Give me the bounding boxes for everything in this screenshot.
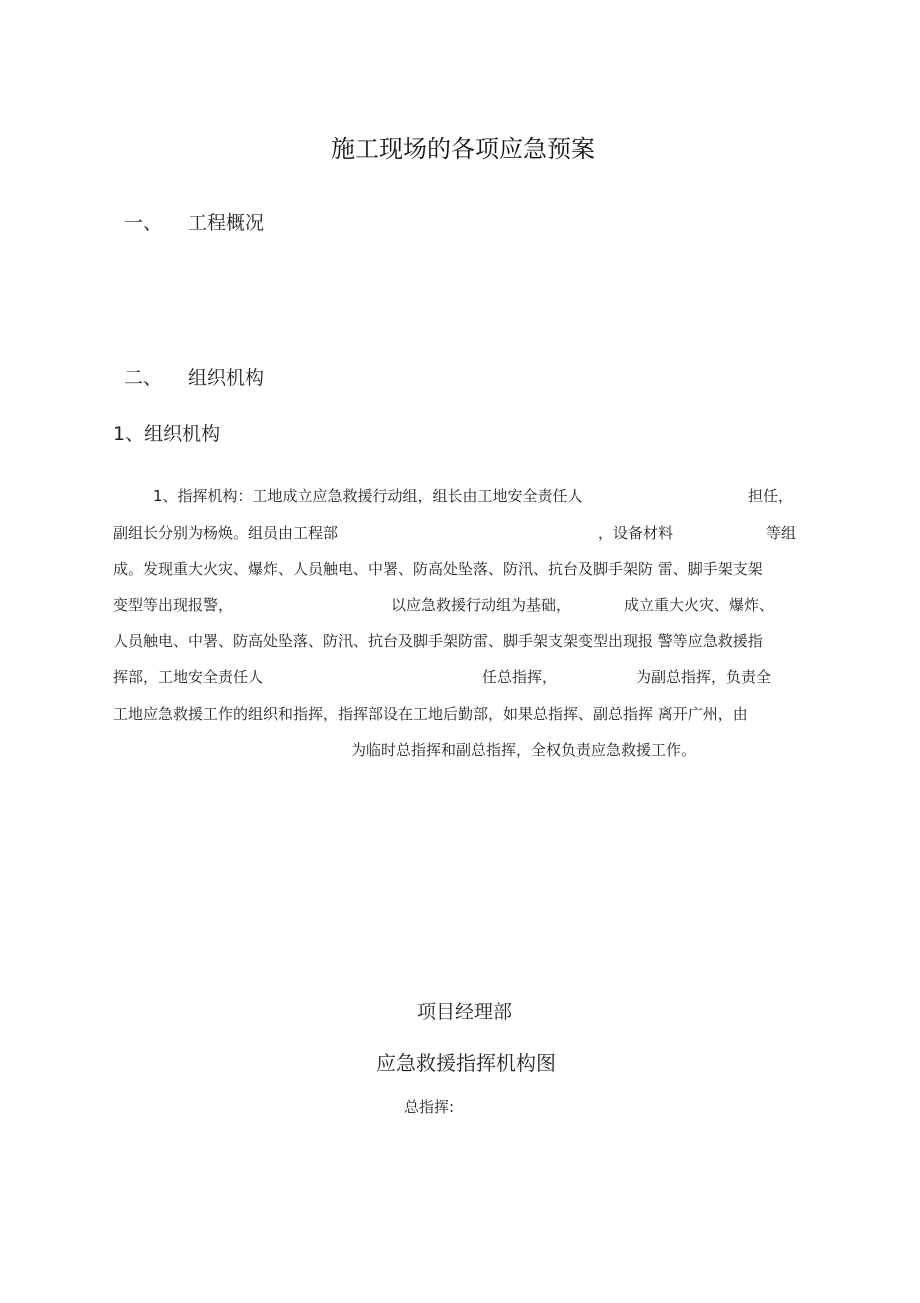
paragraph-line: 担任，: [748, 487, 794, 505]
commander-label: 总指挥:: [404, 1098, 455, 1116]
paragraph-line: 人员触电、中署、防高处坠落、防汛、抗台及脚手架防雷、脚手架支架变型出现报 警等应急救援指: [113, 632, 763, 650]
paragraph-line: 变型等出现报警，: [113, 596, 234, 614]
paragraph-line: 成。发现重大火灾、爆炸、人员触电、中署、防高处坠落、防汛、抗台及脚手架防 雷、脚手架支架: [113, 560, 763, 578]
paragraph-line: 以应急救援行动组为基础，: [391, 596, 572, 614]
paragraph-line: 为副总指挥，负责全: [636, 668, 772, 686]
section-2-heading: 组织机构: [188, 367, 265, 389]
paragraph-line: ，设备材料: [598, 524, 674, 542]
paragraph-line: 副组长分别为杨焕。组员由工程部: [113, 524, 339, 542]
chart-heading-title: 应急救援指挥机构图: [376, 1051, 556, 1075]
subsection-heading: 1、组织机构: [113, 423, 221, 445]
section-1-heading: 工程概况: [188, 212, 265, 234]
document-title: 施工现场的各项应急预案: [331, 135, 595, 163]
paragraph-line: 工地应急救援工作的组织和指挥，指挥部设在工地后勤部，如果总指挥、副总指挥 离开广州，由: [113, 705, 748, 723]
chart-heading-department: 项目经理部: [417, 1001, 513, 1023]
paragraph-line: 等组: [766, 524, 797, 542]
paragraph-line: 为临时总指挥和副总指挥，全权负责应急救援工作。: [351, 741, 697, 759]
section-2-number: 二、: [124, 367, 163, 389]
section-1-number: 一、: [124, 212, 163, 234]
paragraph-line: 成立重大火灾、爆炸、: [624, 596, 775, 614]
paragraph-line: 挥部，工地安全责任人: [113, 668, 264, 686]
paragraph-line: 任总指挥，: [482, 668, 558, 686]
paragraph-line: 1、指挥机构：工地成立应急救援行动组，组长由工地安全责任人: [153, 487, 583, 505]
